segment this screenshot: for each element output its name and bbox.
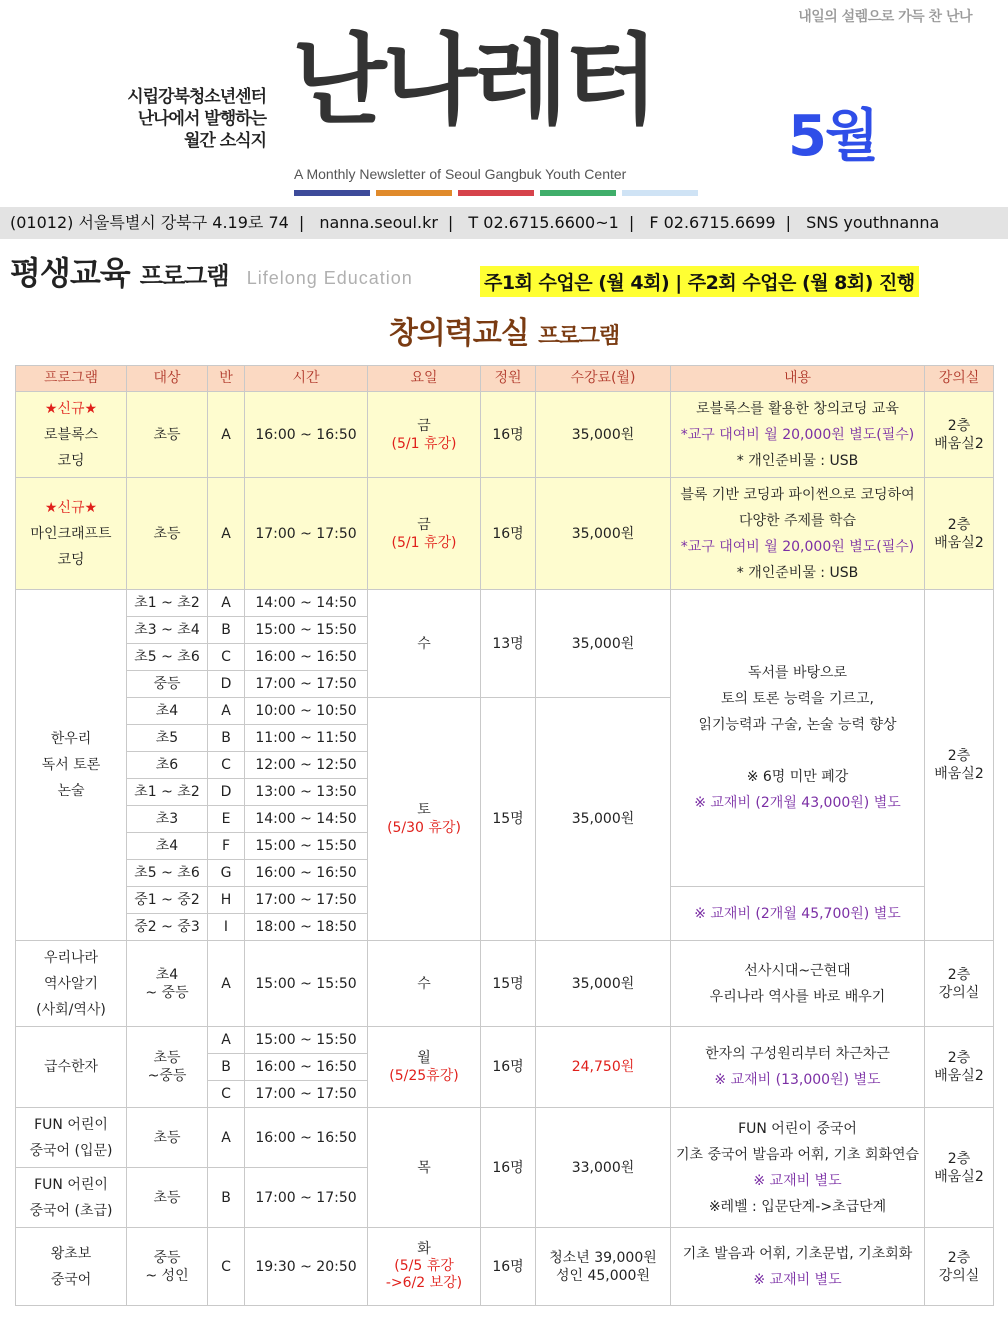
- new-badge: ★신규★: [44, 400, 98, 417]
- target-cell: [127, 1228, 208, 1306]
- class-cell: C: [208, 1081, 245, 1108]
- time-cell: 15:00 ~ 15:50: [245, 617, 368, 644]
- header-cell: 시간: [245, 366, 368, 392]
- section-sub: 프로그램: [139, 262, 229, 290]
- table-row: [16, 478, 994, 590]
- program-cell: [16, 1168, 127, 1228]
- new-badge: ★신규★: [44, 499, 98, 516]
- class-cell: A: [208, 941, 245, 1027]
- content-line: *교구 대여비 월 20,000원 별도(필수): [680, 426, 915, 443]
- header-cell: 내용: [671, 366, 925, 392]
- table-row: [16, 1228, 994, 1306]
- fee-cell: 24,750원: [536, 1027, 671, 1108]
- target-cell: 초5 ~ 초6: [127, 860, 208, 887]
- day: 화: [417, 1241, 431, 1257]
- target-cell: 초등: [127, 392, 208, 478]
- table-row: [16, 1027, 994, 1054]
- fee: 성인 45,000원: [555, 1267, 650, 1284]
- time-cell: 17:00 ~ 17:50: [245, 671, 368, 698]
- room-floor: 2층: [947, 748, 971, 764]
- color-stripes: [294, 190, 698, 196]
- stripe: [622, 190, 698, 196]
- capacity-cell: 15명: [481, 698, 536, 941]
- fee-cell: 35,000원: [536, 478, 671, 590]
- program-name: 중국어 (입문): [29, 1142, 113, 1159]
- fee-cell: [536, 1228, 671, 1306]
- day: 금: [417, 417, 431, 434]
- content-line: 토의 토론 능력을 기르고,: [720, 691, 875, 707]
- time-cell: 16:00 ~ 16:50: [245, 392, 368, 478]
- program-name: FUN 어린이: [34, 1176, 108, 1193]
- class-cell: C: [208, 752, 245, 779]
- day-cell: [368, 698, 481, 941]
- program-name: 역사알기: [43, 975, 99, 992]
- target-cell: 초1 ~ 초2: [127, 779, 208, 806]
- capacity-cell: 16명: [481, 392, 536, 478]
- content-line: 독서를 바탕으로: [747, 665, 848, 681]
- org-line: 난나에서 발행하는: [137, 109, 266, 129]
- room-cell: [925, 941, 994, 1027]
- program-cell: [16, 590, 127, 941]
- class-cell: B: [208, 725, 245, 752]
- time-cell: 14:00 ~ 14:50: [245, 590, 368, 617]
- time-cell: 15:00 ~ 15:50: [245, 1027, 368, 1054]
- target: ~ 중등: [145, 984, 189, 1001]
- target-cell: 초등: [127, 478, 208, 590]
- fee-cell: 35,000원: [536, 590, 671, 698]
- room-cell: [925, 1108, 994, 1228]
- program-cell: [16, 478, 127, 590]
- content-line: * 개인준비물 : USB: [736, 564, 859, 581]
- class-cell: B: [208, 1168, 245, 1228]
- program-cell: 급수한자: [16, 1027, 127, 1108]
- class-cell: E: [208, 806, 245, 833]
- room-cell: [925, 392, 994, 478]
- target: ~중등: [147, 1068, 187, 1084]
- content-line: 다양한 주제를 학습: [738, 512, 857, 529]
- room-name: 배움실2: [934, 435, 984, 452]
- capacity-cell: 16명: [481, 1027, 536, 1108]
- program-name: 코딩: [57, 452, 85, 469]
- capacity-cell: 16명: [481, 478, 536, 590]
- target: ~ 성인: [145, 1267, 189, 1284]
- header-cell: 정원: [481, 366, 536, 392]
- time-cell: 16:00 ~ 16:50: [245, 644, 368, 671]
- day-note: (5/1 휴강): [391, 435, 457, 452]
- day-note: ->6/2 보강): [385, 1275, 463, 1291]
- day: 금: [417, 516, 431, 533]
- target-cell: 중1 ~ 중2: [127, 887, 208, 914]
- contact-bar: (01012) 서울특별시 강북구 4.19로 74 | nanna.seoul.kr | T 02.6715.6600~1 | F 02.6715.6699 | SNS youthnanna: [0, 207, 1008, 239]
- org-line: 시립강북청소년센터: [127, 87, 266, 107]
- program-table: [15, 365, 994, 1306]
- content-line: 선사시대~근현대: [744, 962, 851, 979]
- program-name: FUN 어린이: [34, 1116, 108, 1133]
- header-cell: 프로그램: [16, 366, 127, 392]
- room-name: 배움실2: [934, 1068, 984, 1084]
- capacity-cell: 13명: [481, 590, 536, 698]
- room-name: 강의실: [938, 984, 980, 1001]
- content-line: ※레벨 : 입문단계->초급단계: [708, 1198, 887, 1215]
- content-line: 우리나라 역사를 바로 배우기: [709, 988, 886, 1005]
- content-cell: [671, 1228, 925, 1306]
- content-cell: [671, 478, 925, 590]
- room-cell: [925, 1228, 994, 1306]
- day-cell: 목: [368, 1108, 481, 1228]
- target-cell: 초등: [127, 1168, 208, 1228]
- content-line: 기초 발음과 어휘, 기초문법, 기초회화: [682, 1245, 913, 1262]
- time-cell: 12:00 ~ 12:50: [245, 752, 368, 779]
- content-line: 한자의 구성원리부터 차근차근: [705, 1046, 890, 1062]
- content-cell: ※ 교재비 (2개월 45,700원) 별도: [671, 887, 925, 941]
- time-cell: 14:00 ~ 14:50: [245, 806, 368, 833]
- target-cell: 중등: [127, 671, 208, 698]
- day-cell: [368, 392, 481, 478]
- program-cell: [16, 1228, 127, 1306]
- room-cell: [925, 590, 994, 941]
- target-cell: 초5 ~ 초6: [127, 644, 208, 671]
- program-name: 로블록스: [43, 426, 99, 443]
- target-cell: 초5: [127, 725, 208, 752]
- section-en: Lifelong Education: [246, 268, 413, 288]
- target-cell: 초6: [127, 752, 208, 779]
- stripe: [540, 190, 616, 196]
- fee-cell: 33,000원: [536, 1108, 671, 1228]
- program-name: (사회/역사): [36, 1001, 106, 1018]
- time-cell: 11:00 ~ 11:50: [245, 725, 368, 752]
- target-cell: 초4: [127, 698, 208, 725]
- time-cell: 18:00 ~ 18:50: [245, 914, 368, 941]
- capacity-cell: 15명: [481, 941, 536, 1027]
- time-cell: 15:00 ~ 15:50: [245, 833, 368, 860]
- program-name: 독서 토론: [41, 757, 101, 773]
- room-floor: 2층: [947, 966, 971, 983]
- content-line: ※ 교재비 별도: [753, 1172, 842, 1189]
- room-floor: 2층: [947, 1050, 971, 1066]
- subtitle-main: 창의력교실: [388, 316, 529, 351]
- time-cell: 13:00 ~ 13:50: [245, 779, 368, 806]
- day-note: (5/5 휴강: [394, 1258, 454, 1274]
- target-cell: [127, 941, 208, 1027]
- class-cell: A: [208, 478, 245, 590]
- room-floor: 2층: [947, 516, 971, 533]
- target-cell: 초4: [127, 833, 208, 860]
- time-cell: 17:00 ~ 17:50: [245, 478, 368, 590]
- program-name: 한우리: [50, 731, 92, 747]
- target-cell: 초1 ~ 초2: [127, 590, 208, 617]
- class-cell: D: [208, 671, 245, 698]
- target: 중등: [153, 1249, 181, 1266]
- content-line: 기초 중국어 발음과 어휘, 기초 회화연습: [675, 1146, 920, 1163]
- target-cell: [127, 1027, 208, 1108]
- content-cell: [671, 1108, 925, 1228]
- header-cell: 수강료(월): [536, 366, 671, 392]
- org-description: [118, 86, 266, 152]
- header-cell: 대상: [127, 366, 208, 392]
- class-cell: A: [208, 1108, 245, 1168]
- capacity-cell: 16명: [481, 1108, 536, 1228]
- room-name: 강의실: [938, 1267, 980, 1284]
- header-cell: 강의실: [925, 366, 994, 392]
- content-line: FUN 어린이 중국어: [738, 1120, 857, 1137]
- content-line: ※ 6명 미만 폐강: [746, 769, 849, 785]
- content-spacer: [671, 738, 924, 764]
- time-cell: 15:00 ~ 15:50: [245, 941, 368, 1027]
- target-cell: 초등: [127, 1108, 208, 1168]
- room-name: 배움실2: [934, 1168, 984, 1185]
- room-name: 배움실2: [934, 534, 984, 551]
- room-name: 배움실2: [934, 766, 984, 782]
- program-name: 중국어: [50, 1271, 92, 1288]
- target: 초등: [153, 1050, 181, 1066]
- room-cell: [925, 1027, 994, 1108]
- content-line: 블록 기반 코딩과 파이썬으로 코딩하여: [680, 486, 915, 503]
- time-cell: 17:00 ~ 17:50: [245, 887, 368, 914]
- time-cell: 16:00 ~ 16:50: [245, 1108, 368, 1168]
- newsletter-subtitle: A Monthly Newsletter of Seoul Gangbuk Youth Center: [294, 166, 627, 182]
- content-line: ※ 교재비 별도: [753, 1271, 842, 1288]
- fee-cell: 35,000원: [536, 698, 671, 941]
- stripe: [294, 190, 370, 196]
- fee-cell: 35,000원: [536, 941, 671, 1027]
- class-cell: A: [208, 1027, 245, 1054]
- content-line: ※ 교재비 (13,000원) 별도: [714, 1072, 881, 1088]
- phone: T 02.6715.6600~1: [468, 213, 619, 232]
- program-name: 중국어 (초급): [29, 1202, 113, 1219]
- day-cell: [368, 1027, 481, 1108]
- newsletter-logo: 난나레터: [292, 24, 655, 138]
- room-floor: 2층: [947, 1150, 971, 1167]
- class-cell: A: [208, 392, 245, 478]
- time-cell: 10:00 ~ 10:50: [245, 698, 368, 725]
- content-cell: [671, 590, 925, 887]
- capacity-cell: 16명: [481, 1228, 536, 1306]
- room-cell: [925, 478, 994, 590]
- day-note: (5/25휴강): [389, 1068, 459, 1084]
- table-row: [16, 392, 994, 478]
- section-main: 평생교육: [10, 254, 130, 292]
- header-cell: 요일: [368, 366, 481, 392]
- day: 월: [417, 1050, 431, 1066]
- content-line: 읽기능력과 구술, 논술 능력 향상: [698, 717, 897, 733]
- content-line: ※ 교재비 (2개월 43,000원) 별도: [694, 795, 901, 811]
- day-cell: [368, 478, 481, 590]
- class-cell: D: [208, 779, 245, 806]
- target-cell: 중2 ~ 중3: [127, 914, 208, 941]
- program-cell: [16, 392, 127, 478]
- content-cell: [671, 941, 925, 1027]
- subtitle-sub: 프로그램: [538, 324, 620, 349]
- room-floor: 2층: [947, 417, 971, 434]
- class-cell: A: [208, 590, 245, 617]
- target-cell: 초3: [127, 806, 208, 833]
- class-cell: H: [208, 887, 245, 914]
- table-row: [16, 1108, 994, 1168]
- content-cell: [671, 392, 925, 478]
- class-cell: G: [208, 860, 245, 887]
- class-frequency-notice: 주1회 수업은 (월 4회) | 주2회 수업은 (월 8회) 진행: [480, 266, 919, 297]
- day-cell: [368, 1228, 481, 1306]
- header-cell: 반: [208, 366, 245, 392]
- section-title: [10, 248, 413, 294]
- room-floor: 2층: [947, 1249, 971, 1266]
- content-cell: [671, 1027, 925, 1108]
- org-line: 월간 소식지: [183, 131, 266, 151]
- program-name: 마인크래프트: [30, 525, 112, 542]
- fax: F 02.6715.6699: [649, 213, 776, 232]
- day-note: (5/30 휴강): [387, 820, 461, 836]
- content-line: 로블록스를 활용한 창의코딩 교육: [696, 400, 899, 417]
- fee-cell: 35,000원: [536, 392, 671, 478]
- time-cell: 17:00 ~ 17:50: [245, 1081, 368, 1108]
- website: nanna.seoul.kr: [319, 213, 438, 232]
- program-cell: [16, 941, 127, 1027]
- day-cell: 수: [368, 590, 481, 698]
- sns: SNS youthnanna: [806, 213, 940, 232]
- target-cell: 초3 ~ 초4: [127, 617, 208, 644]
- program-name: 왕초보: [50, 1245, 92, 1262]
- table-header-row: [16, 366, 994, 392]
- stripe: [376, 190, 452, 196]
- time-cell: 19:30 ~ 20:50: [245, 1228, 368, 1306]
- tagline: 내일의 설렘으로 가득 찬 난나: [798, 9, 972, 25]
- class-cell: B: [208, 1054, 245, 1081]
- class-cell: B: [208, 617, 245, 644]
- class-cell: F: [208, 833, 245, 860]
- class-cell: C: [208, 644, 245, 671]
- issue-month: 5월: [788, 104, 878, 169]
- content-line: * 개인준비물 : USB: [736, 452, 859, 469]
- time-cell: 17:00 ~ 17:50: [245, 1168, 368, 1228]
- day: 토: [417, 802, 431, 818]
- program-name: 코딩: [57, 551, 85, 568]
- class-cell: I: [208, 914, 245, 941]
- stripe: [458, 190, 534, 196]
- program-cell: [16, 1108, 127, 1168]
- program-subtitle: [0, 308, 1008, 352]
- fee: 청소년 39,000원: [549, 1249, 657, 1266]
- address: (01012) 서울특별시 강북구 4.19로 74: [10, 213, 289, 232]
- content-line: *교구 대여비 월 20,000원 별도(필수): [680, 538, 915, 555]
- program-name: 우리나라: [43, 949, 99, 966]
- day-note: (5/1 휴강): [391, 534, 457, 551]
- target: 초4: [155, 966, 179, 983]
- table-row: [16, 590, 994, 617]
- program-name: 논술: [57, 783, 85, 799]
- day-cell: 수: [368, 941, 481, 1027]
- time-cell: 16:00 ~ 16:50: [245, 1054, 368, 1081]
- class-cell: A: [208, 698, 245, 725]
- time-cell: 16:00 ~ 16:50: [245, 860, 368, 887]
- class-cell: C: [208, 1228, 245, 1306]
- table-row: [16, 941, 994, 1027]
